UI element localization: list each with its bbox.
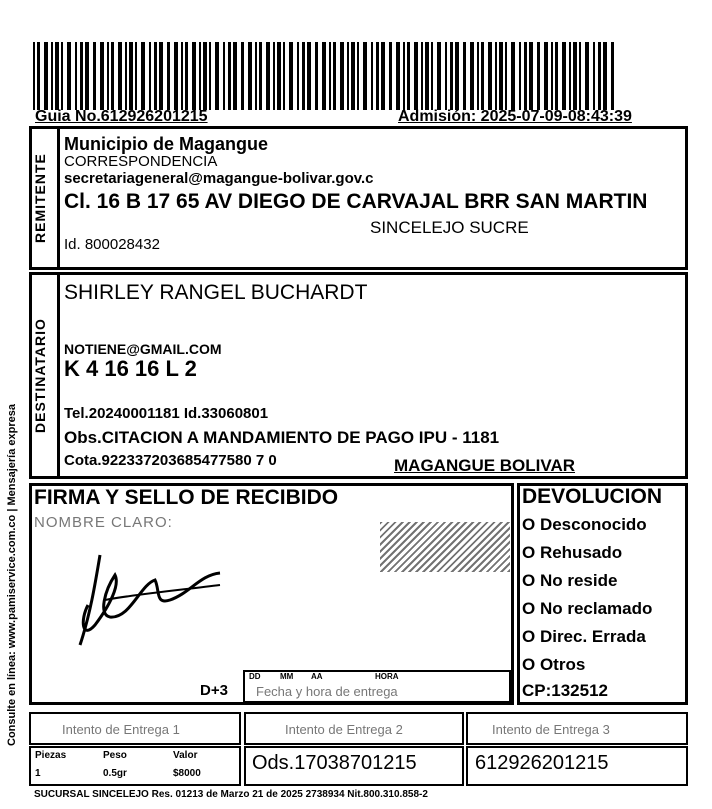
barcode-bar xyxy=(111,42,114,110)
barcode-bar xyxy=(283,42,285,110)
barcode-bar xyxy=(141,42,145,110)
barcode-bar xyxy=(100,42,104,110)
barcode-bar xyxy=(181,42,183,110)
option-otros[interactable]: O Otros xyxy=(522,655,586,674)
barcode-bar xyxy=(80,42,83,110)
option-no-reside[interactable]: O No reside xyxy=(522,571,618,590)
barcode-bar xyxy=(519,42,521,110)
side-url-text: Consulte en línea: www.pamiservice.com.co | Mensajería expresa xyxy=(6,404,18,746)
destinatario-obs: Obs.CITACION A MANDAMIENTO DE PAGO IPU - 1181 xyxy=(64,428,500,447)
remitente-divider xyxy=(57,128,60,268)
destinatario-name: SHIRLEY RANGEL BUCHARDT xyxy=(64,281,368,304)
barcode-bar xyxy=(371,42,373,110)
devolucion-title: DEVOLUCION xyxy=(522,485,663,508)
barcode-bar xyxy=(376,42,379,110)
option-desconocido[interactable]: O Desconocido xyxy=(522,515,647,534)
barcode-bar xyxy=(67,42,71,110)
barcode-bar xyxy=(431,42,433,110)
stamp-smudge xyxy=(380,522,510,572)
barcode-bar xyxy=(51,42,53,110)
barcode-bar xyxy=(477,42,479,110)
barcode-bar xyxy=(149,42,151,110)
fecha-label: Fecha y hora de entrega xyxy=(256,684,398,699)
barcode-bar xyxy=(555,42,558,110)
barcode-bar xyxy=(75,42,77,110)
header-peso: Peso xyxy=(103,750,127,761)
option-direc-errada[interactable]: O Direc. Errada xyxy=(522,627,646,646)
barcode-bar xyxy=(129,42,133,110)
date-col-hora: HORA xyxy=(375,672,399,681)
barcode-bar xyxy=(333,42,336,110)
barcode-bar xyxy=(289,42,293,110)
barcode xyxy=(33,42,618,110)
nombre-claro-label: NOMBRE CLARO: xyxy=(34,514,173,531)
barcode-bar xyxy=(537,42,540,110)
header-valor: Valor xyxy=(173,750,198,761)
guia-number-header: Guia No.612926201215 xyxy=(35,108,208,125)
barcode-bar xyxy=(481,42,484,110)
barcode-bar xyxy=(551,42,553,110)
barcode-bar xyxy=(125,42,127,110)
barcode-bar xyxy=(322,42,326,110)
intento-2-label: Intento de Entrega 2 xyxy=(285,722,403,737)
ods-number: Ods.17038701215 xyxy=(252,752,417,774)
date-col-dd: DD xyxy=(249,672,261,681)
signature-scribble xyxy=(60,545,230,655)
devolucion-options xyxy=(522,511,652,679)
remitente-label: REMITENTE xyxy=(32,153,48,243)
barcode-bar xyxy=(199,42,201,110)
barcode-bar xyxy=(381,42,385,110)
value-valor: $8000 xyxy=(173,768,201,779)
barcode-bar xyxy=(524,42,527,110)
barcode-bar xyxy=(307,42,311,110)
date-col-aa: AA xyxy=(311,672,323,681)
barcode-bar xyxy=(302,42,305,110)
barcode-bar xyxy=(463,42,466,110)
destinatario-email: NOTIENE@GMAIL.COM xyxy=(64,341,222,357)
barcode-bar xyxy=(389,42,392,110)
barcode-bar xyxy=(603,42,607,110)
barcode-bar xyxy=(228,42,231,110)
guia-number-footer: 612926201215 xyxy=(475,752,609,774)
remitente-city: SINCELEJO SUCRE xyxy=(370,218,529,237)
barcode-bar xyxy=(470,42,474,110)
destinatario-tel: Tel.20240001181 Id.33060801 xyxy=(64,405,269,422)
barcode-bar xyxy=(425,42,429,110)
barcode-bar xyxy=(511,42,515,110)
barcode-bar xyxy=(529,42,533,110)
barcode-bar xyxy=(233,42,237,110)
barcode-bar xyxy=(241,42,244,110)
barcode-bar xyxy=(107,42,109,110)
intento-3-label: Intento de Entrega 3 xyxy=(492,722,610,737)
barcode-bar xyxy=(192,42,196,110)
remitente-email: secretariageneral@magangue-bolivar.gov.c xyxy=(64,170,374,187)
value-peso: 0.5gr xyxy=(103,768,127,779)
option-rehusado[interactable]: O Rehusado xyxy=(522,543,623,562)
barcode-bar xyxy=(255,42,257,110)
barcode-bar xyxy=(315,42,318,110)
destinatario-label: DESTINATARIO xyxy=(32,318,48,434)
sucursal-footer: SUCURSAL SINCELEJO Res. 01213 de Marzo 21 de 2025 2738934 Nit.800.310.858-2 xyxy=(34,789,428,800)
barcode-bar xyxy=(598,42,601,110)
barcode-bar xyxy=(445,42,447,110)
barcode-bar xyxy=(562,42,566,110)
barcode-bar xyxy=(135,42,137,110)
barcode-bar xyxy=(203,42,207,110)
barcode-bar xyxy=(273,42,275,110)
barcode-bar xyxy=(488,42,492,110)
barcode-bar xyxy=(209,42,211,110)
barcode-bar xyxy=(248,42,252,110)
barcode-bar xyxy=(579,42,581,110)
barcode-bar xyxy=(174,42,178,110)
destinatario-divider xyxy=(57,274,60,477)
date-col-mm: MM xyxy=(280,672,294,681)
barcode-bar xyxy=(297,42,299,110)
remitente-dept: CORRESPONDENCIA xyxy=(64,153,218,170)
barcode-bar xyxy=(259,42,262,110)
barcode-bar xyxy=(44,42,48,110)
barcode-bar xyxy=(159,42,163,110)
barcode-bar xyxy=(611,42,614,110)
destinatario-cota: Cota.922337203685477580 7 0 xyxy=(64,452,277,469)
cp-code: CP:132512 xyxy=(522,681,609,700)
d3-label: D+3 xyxy=(200,682,228,699)
header-piezas: Piezas xyxy=(35,750,67,761)
barcode-bar xyxy=(215,42,219,110)
firma-title: FIRMA Y SELLO DE RECIBIDO xyxy=(34,486,339,509)
barcode-bar xyxy=(396,42,400,110)
barcode-bar xyxy=(85,42,89,110)
barcode-bar xyxy=(593,42,595,110)
barcode-bar xyxy=(544,42,548,110)
barcode-bar xyxy=(37,42,40,110)
barcode-bar xyxy=(407,42,410,110)
barcode-bar xyxy=(363,42,367,110)
barcode-bar xyxy=(347,42,349,110)
barcode-bar xyxy=(61,42,63,110)
option-no-reclamado[interactable]: O No reclamado xyxy=(522,599,653,618)
barcode-bar xyxy=(357,42,359,110)
destinatario-address: K 4 16 16 L 2 xyxy=(64,356,197,381)
barcode-bar xyxy=(277,42,281,110)
barcode-bar xyxy=(351,42,355,110)
barcode-bar xyxy=(455,42,459,110)
remitente-address: Cl. 16 B 17 65 AV DIEGO DE CARVAJAL BRR SAN MARTIN xyxy=(64,190,648,213)
barcode-bar xyxy=(118,42,122,110)
destinatario-city: MAGANGUE BOLIVAR xyxy=(394,456,576,475)
barcode-bar xyxy=(167,42,170,110)
barcode-bar xyxy=(505,42,507,110)
barcode-bar xyxy=(450,42,453,110)
barcode-bar xyxy=(414,42,418,110)
barcode-bar xyxy=(223,42,225,110)
barcode-bar xyxy=(93,42,96,110)
barcode-bar xyxy=(499,42,503,110)
barcode-bar xyxy=(421,42,423,110)
barcode-bar xyxy=(33,42,35,110)
barcode-bar xyxy=(573,42,577,110)
admision-timestamp: Admisión: 2025-07-09-08:43:39 xyxy=(398,108,632,125)
remitente-name: Municipio de Magangue xyxy=(64,134,269,154)
barcode-bar xyxy=(185,42,188,110)
barcode-bar xyxy=(340,42,344,110)
barcode-bar xyxy=(55,42,59,110)
barcode-bar xyxy=(329,42,331,110)
value-piezas: 1 xyxy=(35,768,41,779)
barcode-bar xyxy=(403,42,405,110)
barcode-bar xyxy=(495,42,497,110)
barcode-bar xyxy=(266,42,270,110)
remitente-id: Id. 800028432 xyxy=(64,236,160,253)
barcode-bar xyxy=(569,42,571,110)
barcode-bar xyxy=(437,42,441,110)
barcode-bar xyxy=(585,42,589,110)
barcode-bar xyxy=(154,42,157,110)
intento-1-label: Intento de Entrega 1 xyxy=(62,722,180,737)
